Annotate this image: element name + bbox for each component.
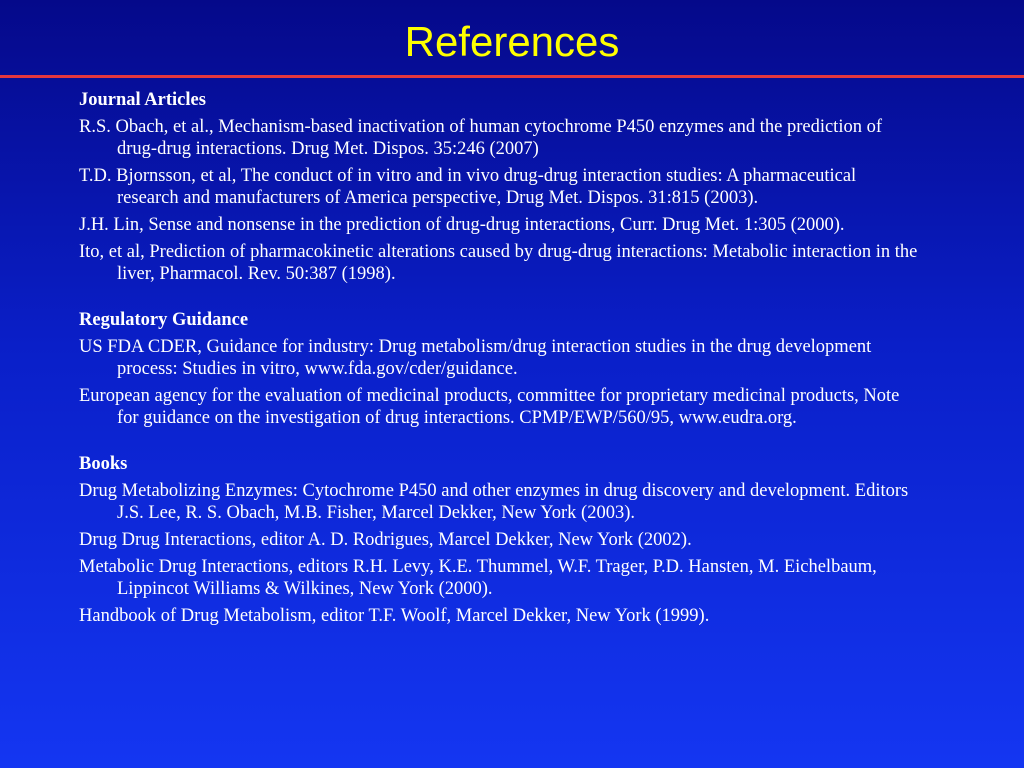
section-heading-journal-articles: Journal Articles <box>79 90 206 110</box>
reference-item: Ito, et al, Prediction of pharmacokinetic alterations caused by drug-drug interactions: Metabolic interaction in the liver, Pharmacol. Rev. 50:387 (1998). <box>79 242 918 284</box>
section-heading-books: Books <box>79 454 128 474</box>
reference-item: European agency for the evaluation of medicinal products, committee for proprietary medicinal products, Note for guidance on the investigation of drug interactions. CPMP/EWP/560/95, www.eudra.org. <box>79 386 900 428</box>
reference-item: Handbook of Drug Metabolism, editor T.F. Woolf, Marcel Dekker, New York (1999). <box>79 606 710 626</box>
reference-item: T.D. Bjornsson, et al, The conduct of in vitro and in vivo drug-drug interaction studies: A pharmaceutical research and manufacturers of America perspective, Drug Met. Dispos. 31:815 (2003). <box>79 166 857 208</box>
title-divider <box>0 75 1024 78</box>
reference-item: Metabolic Drug Interactions, editors R.H. Levy, K.E. Thummel, W.F. Trager, P.D. Hansten, M. Eichelbaum, Lippincot Williams & Wilkines, New York (2000). <box>79 557 877 599</box>
reference-item: Drug Drug Interactions, editor A. D. Rodrigues, Marcel Dekker, New York (2002). <box>79 530 692 550</box>
section-heading-regulatory-guidance: Regulatory Guidance <box>79 310 249 330</box>
reference-item: J.H. Lin, Sense and nonsense in the prediction of drug-drug interactions, Curr. Drug Met. 1:305 (2000). <box>79 215 845 235</box>
regulatory-guidance-section <box>79 309 919 429</box>
slide-title: References <box>404 18 620 65</box>
reference-item: US FDA CDER, Guidance for industry: Drug metabolism/drug interaction studies in the drug development process: Studies in vitro, www.fda.gov/cder/guidance. <box>79 337 872 379</box>
references-content <box>79 89 919 651</box>
reference-item: Drug Metabolizing Enzymes: Cytochrome P450 and other enzymes in drug discovery and development. Editors J.S. Lee, R. S. Obach, M.B. Fisher, Marcel Dekker, New York (2003). <box>79 481 909 523</box>
journal-articles-section <box>79 89 919 285</box>
books-section <box>79 453 919 627</box>
reference-item: R.S. Obach, et al., Mechanism-based inactivation of human cytochrome P450 enzymes and the prediction of drug-drug interactions. Drug Met. Dispos. 35:246 (2007) <box>79 117 882 159</box>
